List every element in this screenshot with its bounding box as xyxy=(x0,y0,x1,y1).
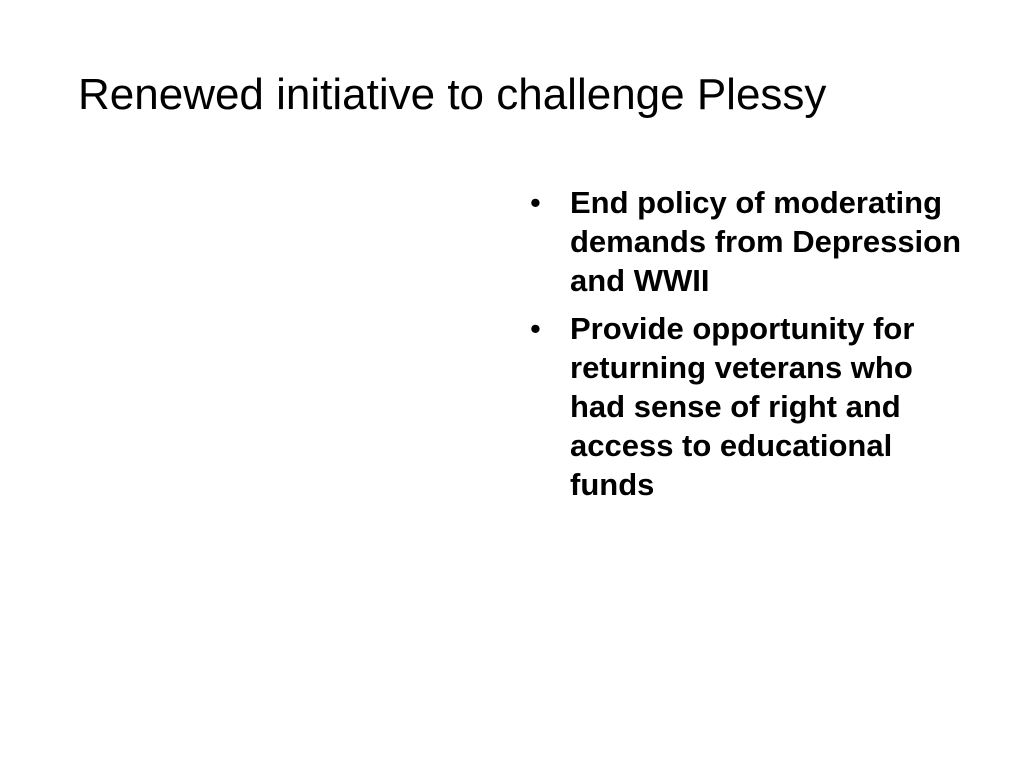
bullet-item xyxy=(530,309,970,504)
bullet-list xyxy=(530,183,970,513)
bullet-marker: • xyxy=(530,185,541,220)
bullet-text: End policy of moderating demands from Depression and WWII xyxy=(570,185,962,298)
bullet-text: Provide opportunity for returning veterans who had sense of right and access to educational funds xyxy=(570,311,915,502)
bullet-marker: • xyxy=(530,311,541,346)
bullet-item xyxy=(530,183,970,300)
slide-title: Renewed initiative to challenge Plessy xyxy=(78,70,827,119)
